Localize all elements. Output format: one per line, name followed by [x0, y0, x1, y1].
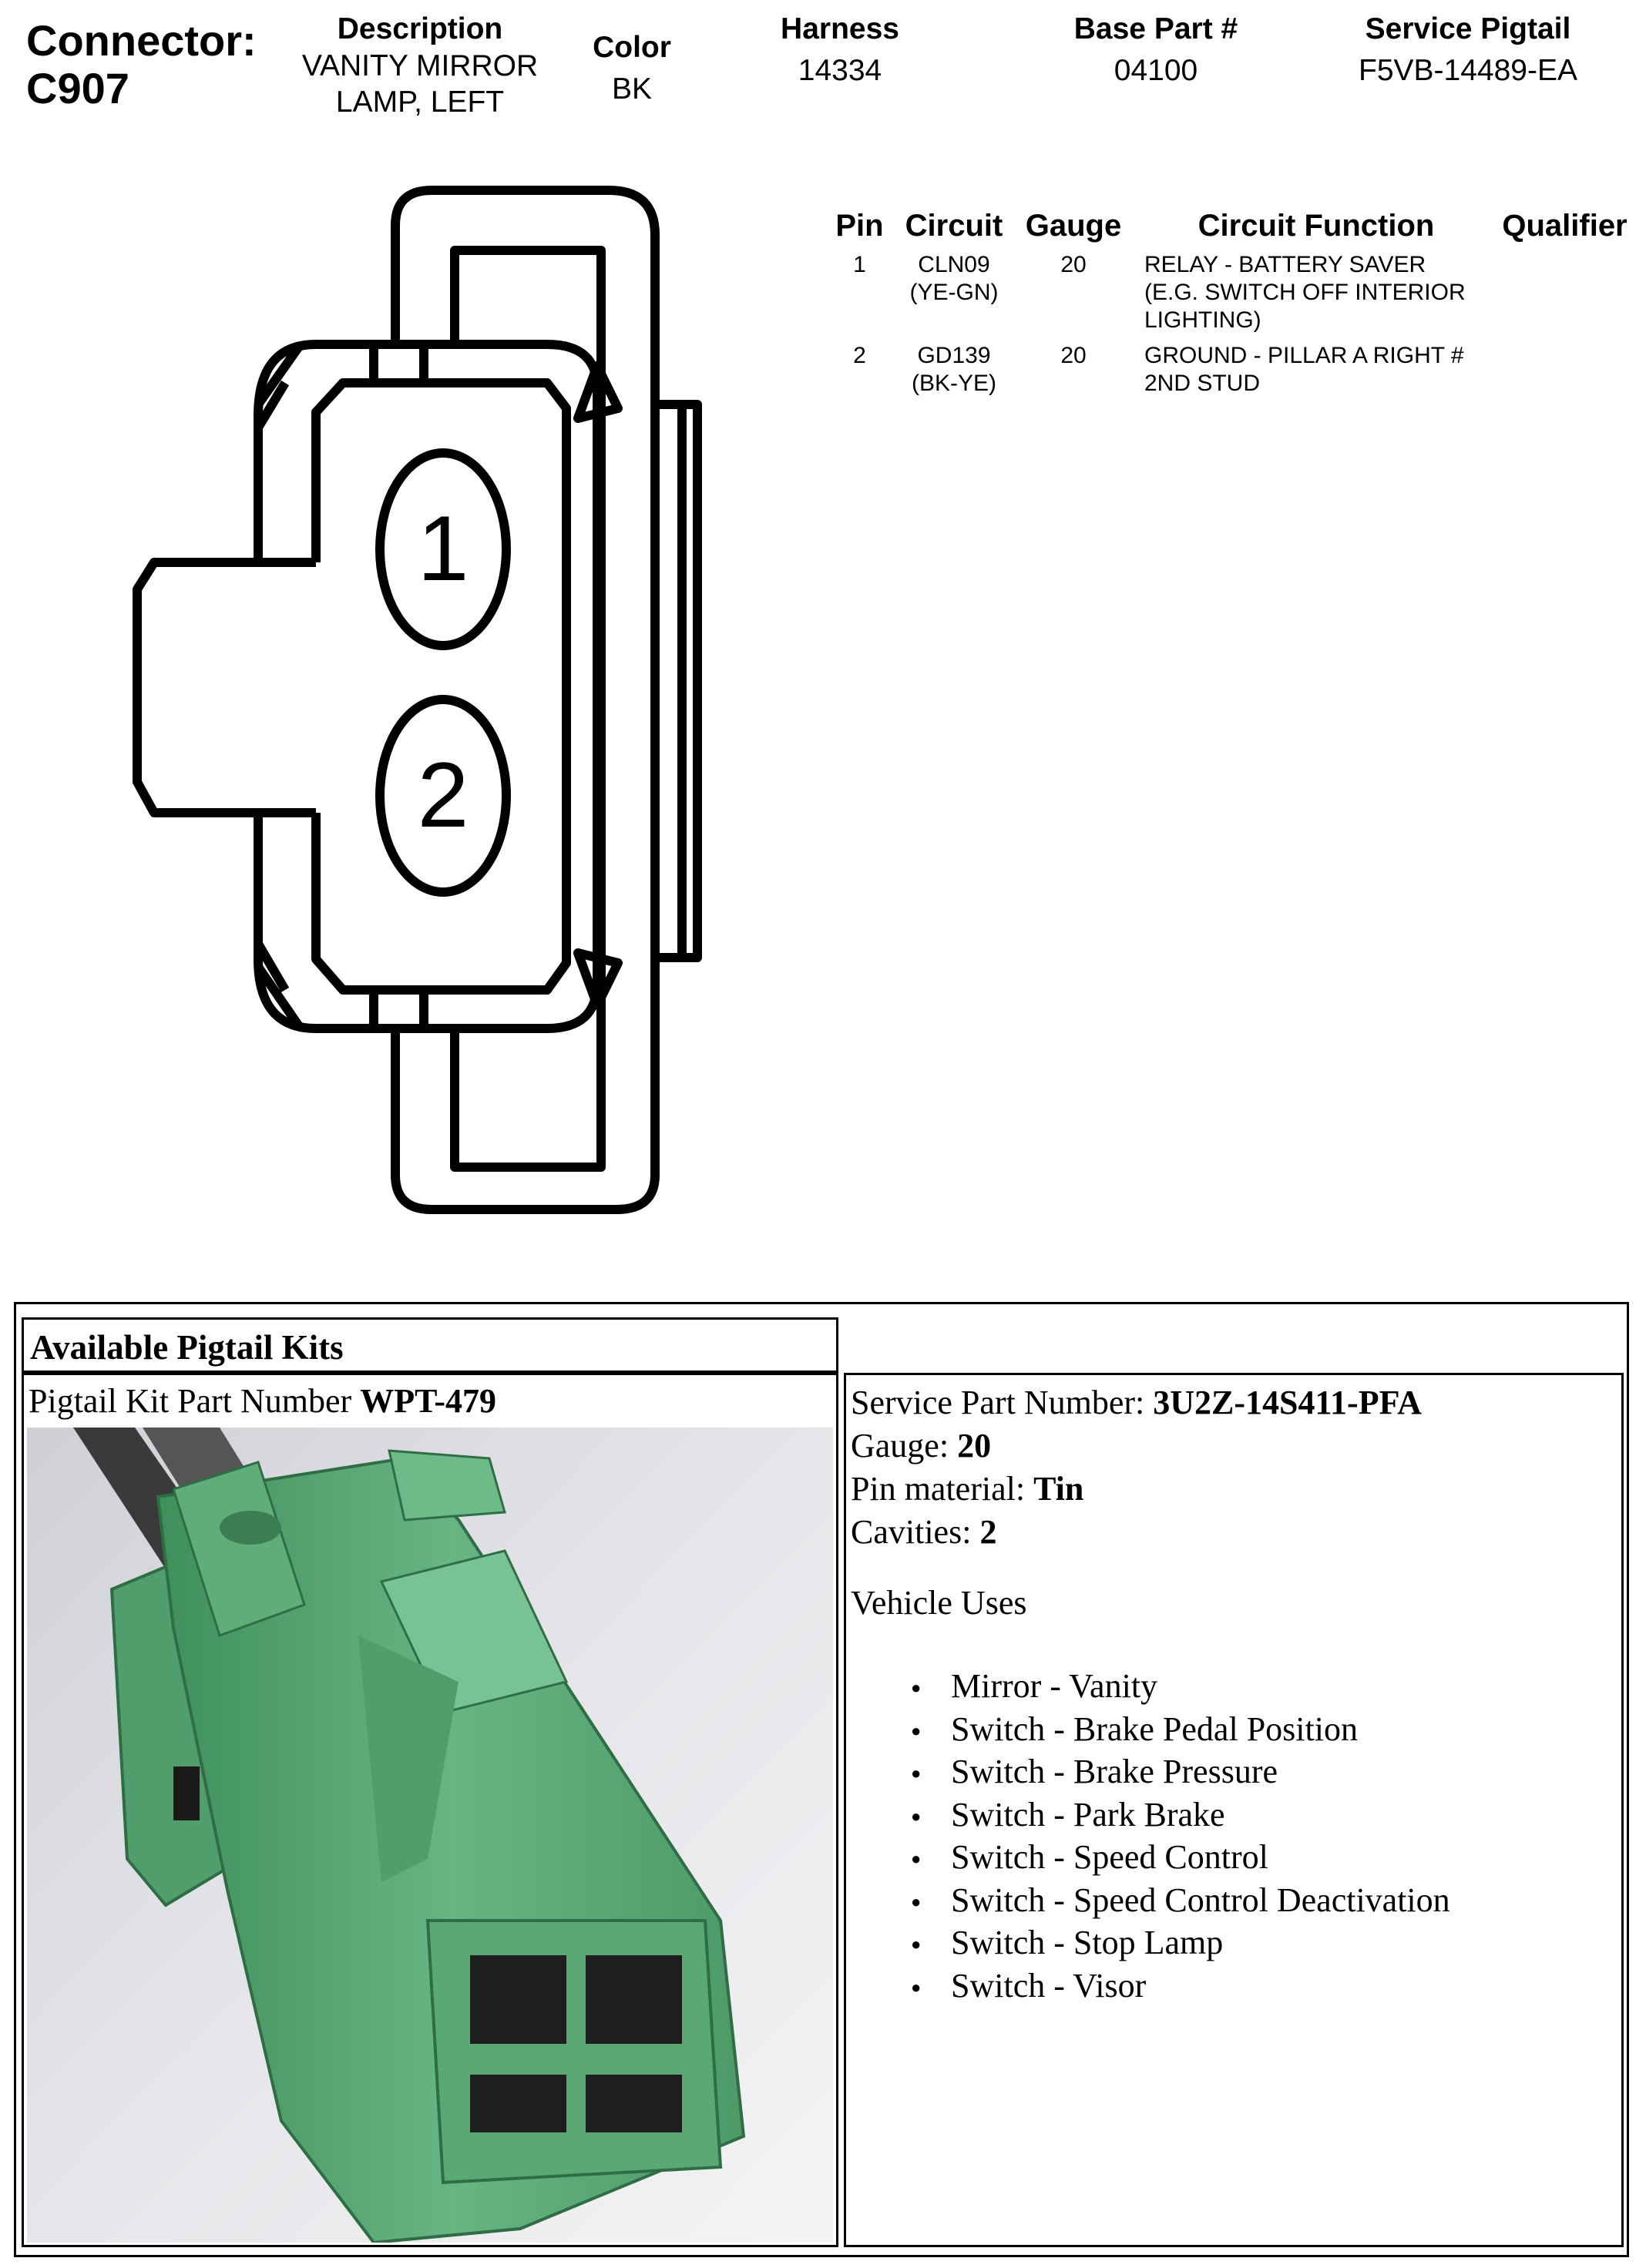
- connector-title: [26, 17, 257, 112]
- service-part-value: 3U2Z-14S411-PFA: [1153, 1384, 1422, 1421]
- pin-cell: 2: [853, 343, 866, 368]
- pigtail-connector-photo: [27, 1428, 833, 2243]
- description-label: Description: [337, 12, 503, 45]
- cavities-spec: [851, 1511, 1621, 1554]
- pigtail-kit-part-number: [24, 1375, 836, 1421]
- gauge-cell: 20: [1060, 343, 1087, 368]
- service-part-label: Service Part Number:: [851, 1384, 1154, 1421]
- qualifier-cell: [1497, 251, 1632, 342]
- list-item: ● Switch - Speed Control: [951, 1836, 1621, 1879]
- description-value-line2: LAMP, LEFT: [335, 86, 505, 119]
- circuit-id: CLN09: [918, 252, 990, 277]
- list-item: ● Switch - Visor: [951, 1964, 1621, 2008]
- color-column: [570, 29, 694, 107]
- list-item: ● Switch - Brake Pedal Position: [951, 1708, 1621, 1751]
- pin-cell: 1: [853, 252, 866, 277]
- pigtail-kit-value: WPT-479: [360, 1382, 497, 1420]
- pin-material-value: Tin: [1033, 1470, 1084, 1508]
- header-circuit: Circuit: [905, 209, 1003, 243]
- circuit-color: (YE-GN): [909, 280, 999, 305]
- header-circuit-function: Circuit Function: [1198, 209, 1435, 243]
- list-item: ● Switch - Brake Pressure: [951, 1750, 1621, 1793]
- harness-value: 14334: [798, 54, 882, 87]
- color-value: BK: [611, 72, 653, 106]
- gauge-spec: [851, 1424, 1621, 1468]
- connector-label: Connector:: [26, 16, 257, 65]
- function-line: LIGHTING): [1144, 307, 1261, 333]
- connector-face-diagram: [116, 173, 732, 1221]
- gauge-cell: 20: [1060, 252, 1087, 277]
- list-item: ● Switch - Park Brake: [951, 1793, 1621, 1837]
- pin-table-header-row: [823, 206, 1632, 251]
- pin-2-label: 2: [417, 743, 469, 847]
- service-part-specs: [846, 1375, 1621, 1554]
- vehicle-uses-list: [846, 1665, 1621, 2007]
- table-row: [823, 342, 1632, 405]
- pigtail-kit-panel: [22, 1373, 838, 2247]
- service-part-number: [851, 1381, 1621, 1424]
- pin-material-spec: [851, 1468, 1621, 1511]
- description-column: [277, 11, 563, 120]
- pigtail-kits-title: Available Pigtail Kits: [22, 1317, 838, 1373]
- cavities-label: Cavities:: [851, 1513, 980, 1551]
- cavities-value: 2: [979, 1513, 997, 1551]
- function-line: (E.G. SWITCH OFF INTERIOR: [1144, 280, 1466, 305]
- service-pigtail-column: [1325, 11, 1611, 89]
- pin-table: [823, 206, 1632, 405]
- list-item: ● Switch - Stop Lamp: [951, 1921, 1621, 1964]
- connector-id: C907: [26, 64, 129, 112]
- gauge-value: 20: [957, 1427, 992, 1464]
- table-row: [823, 251, 1632, 342]
- function-line: RELAY - BATTERY SAVER: [1144, 252, 1426, 277]
- circuit-cell: [896, 342, 1012, 405]
- base-part-label: Base Part #: [1073, 12, 1238, 45]
- base-part-column: [1040, 11, 1271, 89]
- circuit-cell: [896, 251, 1012, 342]
- pigtail-kit-label: Pigtail Kit Part Number: [29, 1382, 361, 1420]
- qualifier-cell: [1497, 342, 1632, 405]
- service-part-panel: [844, 1373, 1624, 2247]
- function-cell: [1135, 251, 1497, 342]
- header-pin: Pin: [835, 209, 884, 243]
- service-pigtail-label: Service Pigtail: [1365, 12, 1571, 45]
- harness-column: [763, 11, 917, 89]
- header-gauge: Gauge: [1025, 209, 1122, 243]
- gauge-label: Gauge:: [851, 1427, 958, 1464]
- circuit-color: (BK-YE): [911, 371, 996, 396]
- service-pigtail-value: F5VB-14489-EA: [1359, 54, 1577, 87]
- function-line: 2ND STUD: [1144, 371, 1261, 396]
- harness-label: Harness: [781, 12, 899, 45]
- pin-material-label: Pin material:: [851, 1470, 1034, 1508]
- vehicle-uses-heading: Vehicle Uses: [851, 1584, 1027, 1622]
- pin-1-label: 1: [417, 497, 469, 600]
- list-item: ● Switch - Speed Control Deactivation: [951, 1879, 1621, 1922]
- circuit-id: GD139: [917, 343, 991, 368]
- description-value-line1: VANITY MIRROR: [301, 49, 539, 82]
- base-part-value: 04100: [1114, 54, 1198, 87]
- function-line: GROUND - PILLAR A RIGHT #: [1144, 343, 1464, 368]
- header-qualifier: Qualifier: [1502, 209, 1628, 243]
- function-cell: [1135, 342, 1497, 405]
- color-label: Color: [593, 31, 671, 64]
- list-item: ● Mirror - Vanity: [951, 1665, 1621, 1708]
